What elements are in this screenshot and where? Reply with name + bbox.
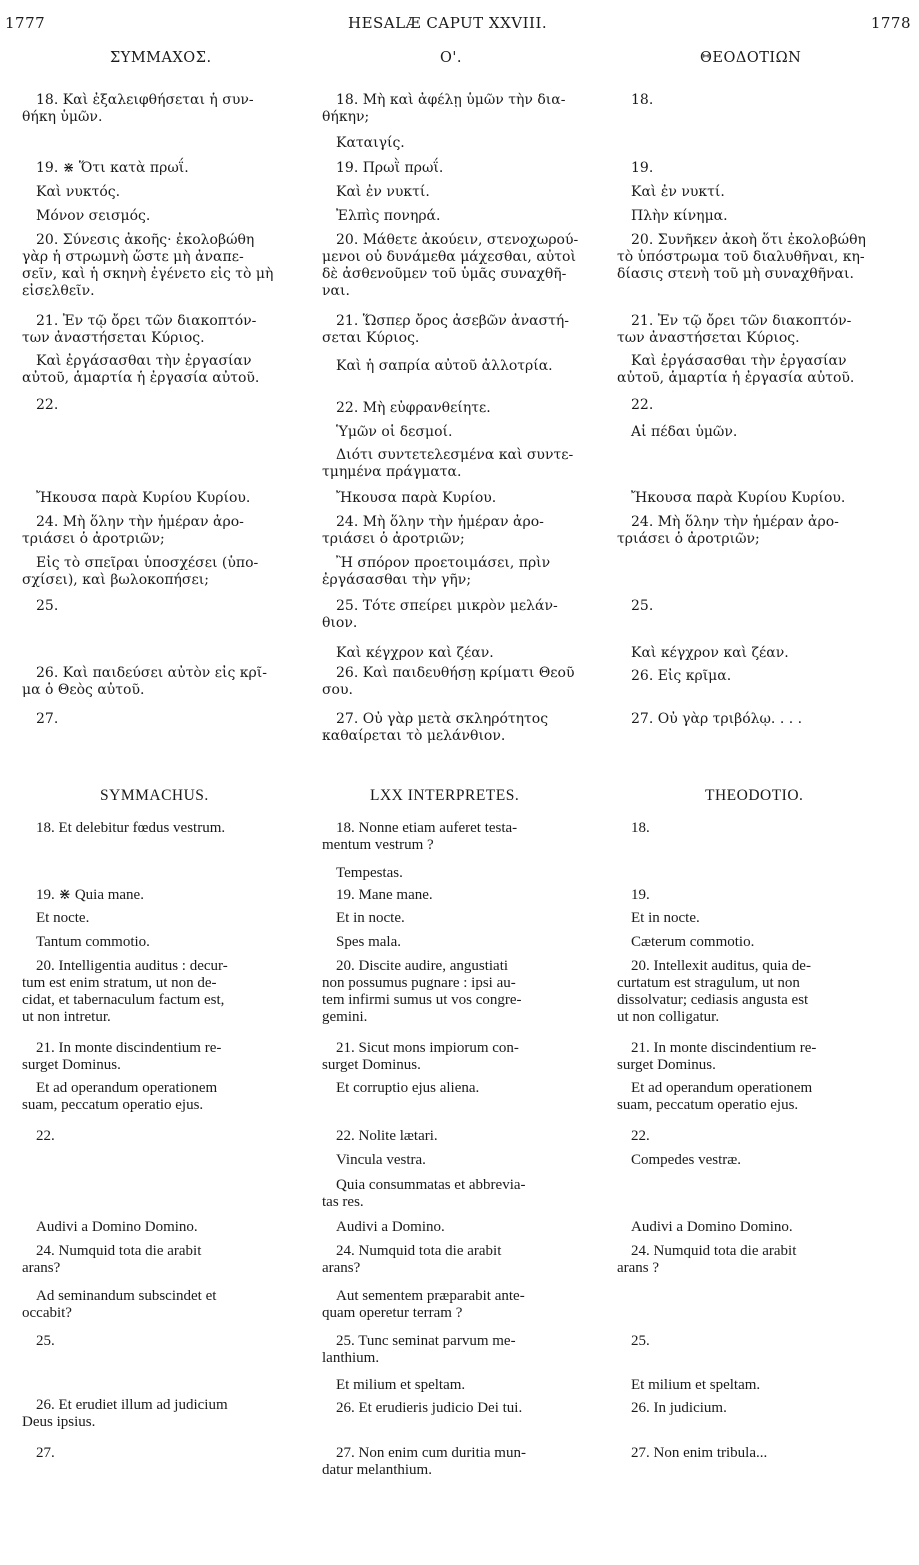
text-line: 26. Εἰς κρῖμα. <box>631 668 732 684</box>
text-line: 25. Tunc seminat parvum me- <box>336 1333 516 1349</box>
text-line: gemini. <box>322 1009 368 1025</box>
text-line: Καὶ κέγχρον καὶ ζέαν. <box>336 645 494 661</box>
text-line: γὰρ ἡ στρωμνὴ ὥστε μὴ ἀναπε- <box>22 249 244 265</box>
text-line: arans? <box>22 1260 61 1276</box>
text-line: Αἱ πέδαι ὑμῶν. <box>631 424 738 440</box>
greek-col2-paragraph <box>322 313 607 347</box>
text-line: Quia consummatas et abbrevia- <box>336 1177 526 1193</box>
latin-col1-paragraph <box>22 934 307 951</box>
text-line: Ἤκουσα παρὰ Κυρίου Κυρίου. <box>36 490 251 506</box>
greek-col1-paragraph <box>22 555 307 589</box>
greek-col1-paragraph <box>22 353 307 387</box>
greek-col2-paragraph <box>322 598 607 632</box>
latin-col3-paragraph <box>617 1333 902 1350</box>
greek-col2-paragraph <box>322 184 607 201</box>
text-line: δὲ ἀσθενοῦμεν τοῦ ὑμᾶς συναχθῆ- <box>322 266 567 282</box>
text-line: 19. Πρωῒ πρωΐ. <box>336 160 444 176</box>
latin-col2-paragraph <box>322 1177 607 1211</box>
text-line: Et milium et speltam. <box>631 1377 761 1393</box>
greek-col2-paragraph <box>322 424 607 441</box>
text-line: 21. Sicut mons impiorum con- <box>336 1040 519 1056</box>
text-line: 24. Μὴ ὅλην τὴν ἡμέραν ἀρο- <box>336 514 544 530</box>
latin-col1-paragraph <box>22 1219 307 1236</box>
greek-col2-paragraph <box>322 400 607 417</box>
text-line: θήκη ὑμῶν. <box>22 109 103 125</box>
text-line: 19. ⋇ Quia mane. <box>36 887 144 903</box>
text-line: Καὶ ἐν νυκτί. <box>336 184 430 200</box>
greek-col2-paragraph <box>322 490 607 507</box>
text-line: Cæterum commotio. <box>631 934 755 950</box>
page-title: HESALÆ CAPUT XXVIII. <box>348 14 548 32</box>
text-line: datur melanthium. <box>322 1462 432 1478</box>
latin-col1-paragraph <box>22 958 307 1026</box>
text-line: Audivi a Domino Domino. <box>631 1219 793 1235</box>
greek-col3-paragraph <box>617 184 902 201</box>
latin-column-heading-1: SYMMACHUS. <box>100 787 209 804</box>
text-line: mentum vestrum ? <box>322 837 434 853</box>
text-line: surget Dominus. <box>617 1057 716 1073</box>
greek-col3-paragraph <box>617 313 902 347</box>
text-line: 20. Μάθετε ἀκούειν, στενοχωρού- <box>336 232 579 248</box>
text-line: δίασις στενὴ τοῦ μὴ συναχθῆναι. <box>617 266 854 282</box>
text-line: occabit? <box>22 1305 72 1321</box>
text-line: Et in nocte. <box>631 910 700 926</box>
text-line: 19. Mane mane. <box>336 887 433 903</box>
text-line: Tantum commotio. <box>36 934 150 950</box>
text-line: σεῖν, καὶ ἡ σκηνὴ ἐγένετο εἰς τὸ μὴ <box>22 266 274 282</box>
greek-col1-paragraph <box>22 160 307 177</box>
text-line: Ἢ σπόρον προετοιμάσει, πρὶν <box>336 555 551 571</box>
greek-col1-paragraph <box>22 397 307 414</box>
text-line: Ad seminandum subscindet et <box>36 1288 217 1304</box>
latin-col1-paragraph <box>22 1333 307 1350</box>
latin-col3-paragraph <box>617 934 902 951</box>
page-number-right: 1778 <box>870 14 911 32</box>
text-line: 24. Numquid tota die arabit <box>36 1243 202 1259</box>
latin-col1-paragraph <box>22 1445 307 1462</box>
latin-col3-paragraph <box>617 887 902 904</box>
text-line: 25. <box>631 1333 650 1349</box>
text-line: 22. <box>631 1128 650 1144</box>
latin-col1-paragraph <box>22 820 307 837</box>
greek-col3-paragraph <box>617 668 902 685</box>
text-line: 27. Non enim cum duritia mun- <box>336 1445 526 1461</box>
text-line: τριάσει ὁ ἀροτριῶν; <box>322 531 465 547</box>
text-line: 18. <box>631 820 650 836</box>
text-line: Compedes vestræ. <box>631 1152 741 1168</box>
text-line: cidat, et tabernaculum factum est, <box>22 992 225 1008</box>
text-line: arans? <box>322 1260 361 1276</box>
greek-col1-paragraph <box>22 92 307 126</box>
greek-col3-paragraph <box>617 424 902 441</box>
greek-col1-paragraph <box>22 232 307 300</box>
text-line: 18. <box>631 92 654 108</box>
text-line: 26. Et erudiet illum ad judicium <box>36 1397 228 1413</box>
greek-col2-paragraph <box>322 208 607 225</box>
text-line: Μόνον σεισμός. <box>36 208 151 224</box>
greek-col1-paragraph <box>22 514 307 548</box>
text-line: 21. Ἐν τῷ ὄρει τῶν διακοπτόν- <box>631 313 852 329</box>
text-line: 26. Καὶ παιδευθήσῃ κρίματι Θεοῦ <box>336 665 575 681</box>
text-line: σεται Κύριος. <box>322 330 420 346</box>
text-line: Spes mala. <box>336 934 401 950</box>
text-line: Et milium et speltam. <box>336 1377 466 1393</box>
greek-col2-paragraph <box>322 135 607 152</box>
page-number-left: 1777 <box>5 14 46 32</box>
text-line: 27. Non enim tribula... <box>631 1445 768 1461</box>
greek-col2-paragraph <box>322 665 607 699</box>
latin-col1-paragraph <box>22 1288 307 1322</box>
text-line: εἰσελθεῖν. <box>22 283 95 299</box>
latin-col2-paragraph <box>322 1040 607 1074</box>
text-line: Aut sementem præparabit ante- <box>336 1288 525 1304</box>
text-line: Et nocte. <box>36 910 90 926</box>
greek-col3-paragraph <box>617 645 902 662</box>
latin-col2-paragraph <box>322 1333 607 1367</box>
text-line: 20. Συνῆκεν ἀκοὴ ὅτι ἐκολοβώθη <box>631 232 866 248</box>
text-line: 20. Σύνεσις ἀκοῆς· ἐκολοβώθη <box>36 232 255 248</box>
latin-col2-paragraph <box>322 1377 607 1394</box>
text-line: 26. In judicium. <box>631 1400 727 1416</box>
greek-col1-paragraph <box>22 711 307 728</box>
greek-col2-paragraph <box>322 358 607 375</box>
latin-col1-paragraph <box>22 1080 307 1114</box>
text-line: 26. Et erudieris judicio Dei tui. <box>336 1400 523 1416</box>
text-line: 22. <box>36 1128 55 1144</box>
text-line: 22. <box>631 397 654 413</box>
latin-col2-paragraph <box>322 887 607 904</box>
greek-col3-paragraph <box>617 208 902 225</box>
text-line: τριάσει ὁ ἀροτριῶν; <box>617 531 760 547</box>
text-line: 24. Numquid tota die arabit <box>336 1243 502 1259</box>
latin-col3-paragraph <box>617 1128 902 1145</box>
greek-col3-paragraph <box>617 160 902 177</box>
greek-col2-paragraph <box>322 645 607 662</box>
text-line: quam operetur terram ? <box>322 1305 463 1321</box>
latin-col3-paragraph <box>617 1080 902 1114</box>
text-line: Εἰς τὸ σπεῖραι ὑποσχέσει (ὑπο- <box>36 555 259 571</box>
latin-column-heading-2: LXX INTERPRETES. <box>370 787 520 804</box>
latin-col1-paragraph <box>22 1128 307 1145</box>
text-line: Vincula vestra. <box>336 1152 426 1168</box>
text-line: σχίσει), καὶ βωλοκοπήσει; <box>22 572 209 588</box>
text-line: surget Dominus. <box>322 1057 421 1073</box>
text-line: suam, peccatum operatio ejus. <box>617 1097 799 1113</box>
text-line: Audivi a Domino Domino. <box>36 1219 198 1235</box>
text-line: 21. In monte discindentium re- <box>631 1040 817 1056</box>
text-line: ἐργάσασθαι τὴν γῆν; <box>322 572 472 588</box>
greek-col1-paragraph <box>22 208 307 225</box>
greek-col3-paragraph <box>617 232 902 283</box>
text-line: 18. Καὶ ἐξαλειφθήσεται ἡ συν- <box>36 92 254 108</box>
text-line: surget Dominus. <box>22 1057 121 1073</box>
text-line: θιον. <box>322 615 358 631</box>
latin-col2-paragraph <box>322 1243 607 1277</box>
text-line: 26. Καὶ παιδεύσει αὐτὸν εἰς κρῖ- <box>36 665 267 681</box>
text-line: Καὶ ἐν νυκτί. <box>631 184 725 200</box>
text-line: 27. <box>36 711 59 727</box>
text-line: 25. <box>36 1333 55 1349</box>
text-line: 18. Nonne etiam auferet testa- <box>336 820 518 836</box>
greek-col1-paragraph <box>22 184 307 201</box>
greek-col1-paragraph <box>22 665 307 699</box>
text-line: Καὶ ἐργάσασθαι τὴν ἐργασίαν <box>631 353 847 369</box>
greek-col3-paragraph <box>617 711 902 728</box>
text-line: των ἀναστήσεται Κύριος. <box>22 330 205 346</box>
latin-col1-paragraph <box>22 887 307 904</box>
latin-col1-paragraph <box>22 1397 307 1431</box>
text-line: Ἐλπὶς πονηρά. <box>336 208 441 224</box>
text-line: dissolvatur; cediasis angusta est <box>617 992 809 1008</box>
greek-col3-paragraph <box>617 490 902 507</box>
latin-col1-paragraph <box>22 1040 307 1074</box>
text-line: τὸ ὑπόστρωμα τοῦ διαλυθῆναι, κη- <box>617 249 865 265</box>
text-line: suam, peccatum operatio ejus. <box>22 1097 204 1113</box>
text-line: ut non intretur. <box>22 1009 111 1025</box>
greek-col3-paragraph <box>617 598 902 615</box>
greek-col2-paragraph <box>322 447 607 481</box>
text-line: καθαίρεται τὸ μελάνθιον. <box>322 728 506 744</box>
latin-col3-paragraph <box>617 1243 902 1277</box>
greek-col3-paragraph <box>617 92 902 109</box>
text-line: Et ad operandum operationem <box>631 1080 813 1096</box>
latin-col1-paragraph <box>22 910 307 927</box>
text-line: 22. Μὴ εὐφρανθείητε. <box>336 400 491 416</box>
latin-col2-paragraph <box>322 910 607 927</box>
text-line: αὐτοῦ, ἁμαρτία ἡ ἐργασία αὐτοῦ. <box>617 370 855 386</box>
text-line: Ἤκουσα παρὰ Κυρίου. <box>336 490 497 506</box>
text-line: 18. Μὴ καὶ ἀφέλῃ ὑμῶν τὴν δια- <box>336 92 566 108</box>
greek-col3-paragraph <box>617 514 902 548</box>
text-line: Et corruptio ejus aliena. <box>336 1080 480 1096</box>
latin-col3-paragraph <box>617 1445 902 1462</box>
text-line: αὐτοῦ, ἁμαρτία ἡ ἐργασία αὐτοῦ. <box>22 370 260 386</box>
text-line: 24. Μὴ ὅλην τὴν ἡμέραν ἀρο- <box>631 514 839 530</box>
text-line: Καὶ νυκτός. <box>36 184 121 200</box>
text-line: 25. <box>36 598 59 614</box>
greek-col2-paragraph <box>322 232 607 300</box>
text-line: Καὶ ἐργάσασθαι τὴν ἐργασίαν <box>36 353 252 369</box>
text-line: 19. <box>631 887 650 903</box>
text-line: μα ὁ Θεὸς αὐτοῦ. <box>22 682 145 698</box>
text-line: 21. Ὥσπερ ὄρος ἀσεβῶν ἀναστή- <box>336 313 570 329</box>
text-line: θήκην; <box>322 109 370 125</box>
text-line: Deus ipsius. <box>22 1414 96 1430</box>
text-line: 22. Nolite lætari. <box>336 1128 438 1144</box>
text-line: Ὑμῶν οἱ δεσμοί. <box>336 424 453 440</box>
text-line: 20. Intellexit auditus, quia de- <box>631 958 811 974</box>
text-line: Et in nocte. <box>336 910 405 926</box>
text-line: Audivi a Domino. <box>336 1219 445 1235</box>
text-line: Καὶ ἡ σαπρία αὐτοῦ ἀλλοτρία. <box>336 358 553 374</box>
text-line: Καταιγίς. <box>336 135 405 151</box>
latin-col3-paragraph <box>617 1040 902 1074</box>
text-line: 18. Et delebitur fœdus vestrum. <box>36 820 226 836</box>
text-line: 24. Numquid tota die arabit <box>631 1243 797 1259</box>
latin-col2-paragraph <box>322 1400 607 1417</box>
text-line: Tempestas. <box>336 865 403 881</box>
text-line: τμημένα πράγματα. <box>322 464 462 480</box>
latin-col2-paragraph <box>322 1128 607 1145</box>
latin-col2-paragraph <box>322 1080 607 1097</box>
text-line: 19. ⋇ Ὅτι κατὰ πρωΐ. <box>36 160 189 176</box>
text-line: lanthium. <box>322 1350 380 1366</box>
text-line: arans ? <box>617 1260 660 1276</box>
text-line: 27. Οὐ γὰρ μετὰ σκληρότητος <box>336 711 549 727</box>
latin-col3-paragraph <box>617 1152 902 1169</box>
greek-col3-paragraph <box>617 397 902 414</box>
latin-col3-paragraph <box>617 820 902 837</box>
text-line: Ἤκουσα παρὰ Κυρίου Κυρίου. <box>631 490 846 506</box>
latin-col2-paragraph <box>322 1219 607 1236</box>
greek-col2-paragraph <box>322 555 607 589</box>
text-line: 27. <box>36 1445 55 1461</box>
text-line: 25. Τότε σπείρει μικρὸν μελάν- <box>336 598 558 614</box>
latin-col2-paragraph <box>322 958 607 1026</box>
text-line: Διότι συντετελεσμένα καὶ συντε- <box>336 447 574 463</box>
greek-col1-paragraph <box>22 490 307 507</box>
text-line: tum est enim stratum, ut non de- <box>22 975 217 991</box>
text-line: 22. <box>36 397 59 413</box>
latin-col2-paragraph <box>322 820 607 854</box>
greek-col2-paragraph <box>322 711 607 745</box>
latin-col2-paragraph <box>322 865 607 882</box>
latin-col3-paragraph <box>617 1377 902 1394</box>
text-line: σου. <box>322 682 353 698</box>
text-line: μενοι οὐ δυνάμεθα μάχεσθαι, αὐτοὶ <box>322 249 576 265</box>
greek-column-heading-2: Ο'. <box>440 50 462 66</box>
text-line: τριάσει ὁ ἀροτριῶν; <box>22 531 165 547</box>
greek-column-heading-1: ΣΥΜΜΑΧΟΣ. <box>110 50 212 66</box>
text-line: 24. Μὴ ὅλην τὴν ἡμέραν ἀρο- <box>36 514 244 530</box>
text-line: 21. In monte discindentium re- <box>36 1040 222 1056</box>
greek-col2-paragraph <box>322 160 607 177</box>
greek-col1-paragraph <box>22 598 307 615</box>
latin-col1-paragraph <box>22 1243 307 1277</box>
greek-column-heading-3: ΘΕΟΔΟΤΙΩΝ <box>700 50 802 66</box>
text-line: 19. <box>631 160 654 176</box>
text-line: Καὶ κέγχρον καὶ ζέαν. <box>631 645 789 661</box>
greek-col1-paragraph <box>22 313 307 347</box>
latin-col3-paragraph <box>617 1219 902 1236</box>
latin-column-heading-3: THEODOTIO. <box>705 787 804 804</box>
text-line: Et ad operandum operationem <box>36 1080 218 1096</box>
greek-col2-paragraph <box>322 514 607 548</box>
text-line: ut non colligatur. <box>617 1009 720 1025</box>
text-line: tem infirmi sumus ut vos congre- <box>322 992 522 1008</box>
latin-col2-paragraph <box>322 1445 607 1479</box>
text-line: ναι. <box>322 283 350 299</box>
text-line: 20. Discite audire, angustiati <box>336 958 509 974</box>
latin-col2-paragraph <box>322 1288 607 1322</box>
text-line: 27. Οὐ γὰρ τριβόλῳ. . . . <box>631 711 803 727</box>
text-line: 20. Intelligentia auditus : decur- <box>36 958 228 974</box>
latin-col3-paragraph <box>617 958 902 1026</box>
latin-col3-paragraph <box>617 1400 902 1417</box>
greek-col2-paragraph <box>322 92 607 126</box>
latin-col2-paragraph <box>322 1152 607 1169</box>
text-line: των ἀναστήσεται Κύριος. <box>617 330 800 346</box>
text-line: Πλὴν κίνημα. <box>631 208 728 224</box>
greek-col3-paragraph <box>617 353 902 387</box>
text-line: 21. Ἐν τῷ ὄρει τῶν διακοπτόν- <box>36 313 257 329</box>
latin-col2-paragraph <box>322 934 607 951</box>
latin-col3-paragraph <box>617 910 902 927</box>
text-line: non possumus pugnare : ipsi au- <box>322 975 516 991</box>
text-line: 25. <box>631 598 654 614</box>
text-line: curtatum est stragulum, ut non <box>617 975 800 991</box>
text-line: tas res. <box>322 1194 364 1210</box>
